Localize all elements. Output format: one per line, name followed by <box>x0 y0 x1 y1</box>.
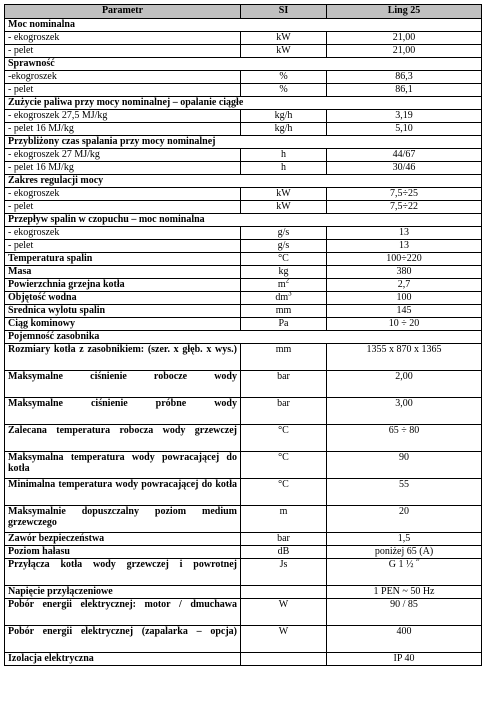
table-row <box>5 162 482 175</box>
unit-text: kg <box>278 266 289 277</box>
section-row <box>5 19 482 32</box>
unit-text: °C <box>278 253 289 264</box>
table-row <box>5 653 482 666</box>
table-row <box>5 425 482 452</box>
section-label: Przybliżony czas spalania przy mocy nominalnej <box>5 136 482 149</box>
param-label: Średnica wylotu spalin <box>5 305 241 318</box>
spec-table <box>4 4 482 666</box>
param-label: - ekogroszek <box>5 32 241 45</box>
table-row <box>5 599 482 626</box>
unit-text: kW <box>276 188 291 199</box>
table-row <box>5 149 482 162</box>
unit-text: mm <box>275 344 292 355</box>
table-row <box>5 227 482 240</box>
unit-text: h <box>281 149 286 160</box>
section-label: Sprawność <box>5 58 482 71</box>
unit-cell <box>241 305 327 318</box>
unit-cell <box>241 599 327 626</box>
param-label: - pelet 16 MJ/kg <box>5 123 241 136</box>
table-row <box>5 123 482 136</box>
unit-cell <box>241 279 327 292</box>
unit-text: °C <box>278 479 289 490</box>
param-label: - pelet <box>5 45 241 58</box>
param-label: -ekogroszek <box>5 71 241 84</box>
param-label: Minimalna temperatura wody powracającej do kotła <box>5 479 241 506</box>
unit-text: bar <box>277 533 290 544</box>
section-row <box>5 97 482 110</box>
value-cell: 30/46 <box>327 162 482 175</box>
unit-cell <box>241 452 327 479</box>
unit-text: m <box>277 279 286 290</box>
value-cell: poniżej 65 (A) <box>327 546 482 559</box>
value-cell: 5,10 <box>327 123 482 136</box>
value-cell: 145 <box>327 305 482 318</box>
unit-exponent: 2 <box>285 278 290 285</box>
section-label: Moc nominalna <box>5 19 482 32</box>
unit-cell <box>241 32 327 45</box>
param-label: Zawór bezpieczeństwa <box>5 533 241 546</box>
unit-text: dB <box>277 546 290 557</box>
param-label: - ekogroszek <box>5 188 241 201</box>
param-label: Powierzchnia grzejna kotła <box>5 279 241 292</box>
table-row <box>5 398 482 425</box>
param-label: Maksymalna temperatura wody powracającej do kotła <box>5 452 241 479</box>
table-row <box>5 559 482 586</box>
unit-text: W <box>278 626 289 637</box>
table-row <box>5 253 482 266</box>
param-label: - pelet 16 MJ/kg <box>5 162 241 175</box>
table-row <box>5 201 482 214</box>
section-row <box>5 58 482 71</box>
param-label: Zalecana temperatura robocza wody grzewczej <box>5 425 241 452</box>
unit-text: °C <box>278 425 289 436</box>
param-label: Maksymalne ciśnienie próbne wody <box>5 398 241 425</box>
unit-text: kW <box>276 201 291 212</box>
section-label: Zużycie paliwa przy mocy nominalnej – opalanie ciągłe <box>5 97 482 110</box>
unit-text: g/s <box>277 240 290 251</box>
unit-exponent: 3 <box>288 291 292 298</box>
value-cell: 21,00 <box>327 32 482 45</box>
value-cell: 1,5 <box>327 533 482 546</box>
table-row <box>5 32 482 45</box>
param-label: Poziom hałasu <box>5 546 241 559</box>
unit-cell <box>241 240 327 253</box>
unit-text: dm <box>275 292 289 303</box>
unit-cell <box>241 533 327 546</box>
table-row <box>5 110 482 123</box>
section-row <box>5 331 482 344</box>
table-row <box>5 305 482 318</box>
value-cell: 380 <box>327 266 482 279</box>
unit-text: % <box>279 84 288 95</box>
param-label: - ekogroszek 27 MJ/kg <box>5 149 241 162</box>
unit-text: % <box>279 71 288 82</box>
value-cell: 100 <box>327 292 482 305</box>
value-cell: 2,00 <box>327 371 482 398</box>
unit-cell <box>241 506 327 533</box>
table-row <box>5 586 482 599</box>
unit-text: g/s <box>277 227 290 238</box>
unit-cell <box>241 626 327 653</box>
unit-text: kg/h <box>274 110 293 121</box>
value-cell: 2,7 <box>327 279 482 292</box>
section-label: Przepływ spalin w czopuchu – moc nominalna <box>5 214 482 227</box>
unit-text: kW <box>276 32 291 43</box>
unit-cell <box>241 479 327 506</box>
value-cell: 1355 x 870 x 1365 <box>327 344 482 371</box>
section-label: Pojemność zasobnika <box>5 331 482 344</box>
unit-text: Js <box>279 559 288 570</box>
unit-cell <box>241 266 327 279</box>
value-cell: 90 <box>327 452 482 479</box>
unit-cell <box>241 253 327 266</box>
unit-text: h <box>281 162 286 173</box>
unit-cell <box>241 586 327 599</box>
header-si: SI <box>241 5 327 19</box>
param-label: Maksymalnie dopuszczalny poziom medium grzewczego <box>5 506 241 533</box>
value-cell: 13 <box>327 227 482 240</box>
unit-cell <box>241 653 327 666</box>
table-row <box>5 45 482 58</box>
unit-cell <box>241 371 327 398</box>
unit-cell <box>241 344 327 371</box>
table-row <box>5 506 482 533</box>
table-row <box>5 266 482 279</box>
unit-cell <box>241 201 327 214</box>
unit-cell <box>241 227 327 240</box>
param-label: Maksymalne ciśnienie robocze wody <box>5 371 241 398</box>
param-label: Temperatura spalin <box>5 253 241 266</box>
table-row <box>5 479 482 506</box>
section-label: Zakres regulacji mocy <box>5 175 482 188</box>
unit-text: m <box>279 506 288 517</box>
section-row <box>5 214 482 227</box>
unit-text: W <box>278 599 289 610</box>
unit-text: bar <box>277 398 290 409</box>
unit-cell <box>241 425 327 452</box>
value-cell: 20 <box>327 506 482 533</box>
param-label: Napięcie przyłączeniowe <box>5 586 241 599</box>
value-cell: 3,19 <box>327 110 482 123</box>
table-row <box>5 279 482 292</box>
value-cell: 7,5÷25 <box>327 188 482 201</box>
value-cell: 400 <box>327 626 482 653</box>
param-label: Ciąg kominowy <box>5 318 241 331</box>
param-label: - pelet <box>5 84 241 97</box>
table-row <box>5 344 482 371</box>
value-cell: IP 40 <box>327 653 482 666</box>
value-cell: 90 / 85 <box>327 599 482 626</box>
value-cell: G 1 ½ ˝ <box>327 559 482 586</box>
value-cell: 10 ÷ 20 <box>327 318 482 331</box>
header-ling25: Ling 25 <box>327 5 482 19</box>
param-label: Rozmiary kotła z zasobnikiem: (szer. x głęb. x wys.) <box>5 344 241 371</box>
table-row <box>5 318 482 331</box>
unit-cell <box>241 292 327 305</box>
value-cell: 1 PEN ~ 50 Hz <box>327 586 482 599</box>
param-label: - pelet <box>5 201 241 214</box>
unit-text: bar <box>277 371 290 382</box>
param-label: Objętość wodna <box>5 292 241 305</box>
param-label: Pobór energii elektrycznej: motor / dmuchawa <box>5 599 241 626</box>
section-row <box>5 175 482 188</box>
unit-cell <box>241 45 327 58</box>
table-row <box>5 626 482 653</box>
unit-cell <box>241 398 327 425</box>
unit-text: mm <box>275 305 292 316</box>
unit-cell <box>241 71 327 84</box>
header-row <box>5 5 482 19</box>
unit-cell <box>241 84 327 97</box>
value-cell: 21,00 <box>327 45 482 58</box>
table-row <box>5 452 482 479</box>
unit-cell <box>241 149 327 162</box>
value-cell: 55 <box>327 479 482 506</box>
param-label: - ekogroszek <box>5 227 241 240</box>
unit-cell <box>241 110 327 123</box>
table-row <box>5 240 482 253</box>
param-label: Izolacja elektryczna <box>5 653 241 666</box>
unit-cell <box>241 162 327 175</box>
value-cell: 7,5÷22 <box>327 201 482 214</box>
table-row <box>5 371 482 398</box>
param-label: Masa <box>5 266 241 279</box>
value-cell: 13 <box>327 240 482 253</box>
value-cell: 100÷220 <box>327 253 482 266</box>
value-cell: 65 ÷ 80 <box>327 425 482 452</box>
table-row <box>5 533 482 546</box>
param-label: Pobór energii elektrycznej (zapalarka – opcja) <box>5 626 241 653</box>
section-row <box>5 136 482 149</box>
table-row <box>5 188 482 201</box>
unit-text: Pa <box>278 318 289 329</box>
table-row <box>5 546 482 559</box>
table-row <box>5 292 482 305</box>
unit-cell <box>241 559 327 586</box>
unit-text: kW <box>276 45 291 56</box>
table-row <box>5 84 482 97</box>
unit-cell <box>241 546 327 559</box>
unit-cell <box>241 318 327 331</box>
value-cell: 86,3 <box>327 71 482 84</box>
unit-text: °C <box>278 452 289 463</box>
param-label: - ekogroszek 27,5 MJ/kg <box>5 110 241 123</box>
unit-cell <box>241 188 327 201</box>
param-label: Przyłącza kotła wody grzewczej i powrotnej <box>5 559 241 586</box>
value-cell: 86,1 <box>327 84 482 97</box>
table-row <box>5 71 482 84</box>
value-cell: 44/67 <box>327 149 482 162</box>
param-label: - pelet <box>5 240 241 253</box>
unit-text: kg/h <box>274 123 293 134</box>
header-parametr: Parametr <box>5 5 241 19</box>
spec-body <box>5 19 482 666</box>
value-cell: 3,00 <box>327 398 482 425</box>
unit-cell <box>241 123 327 136</box>
